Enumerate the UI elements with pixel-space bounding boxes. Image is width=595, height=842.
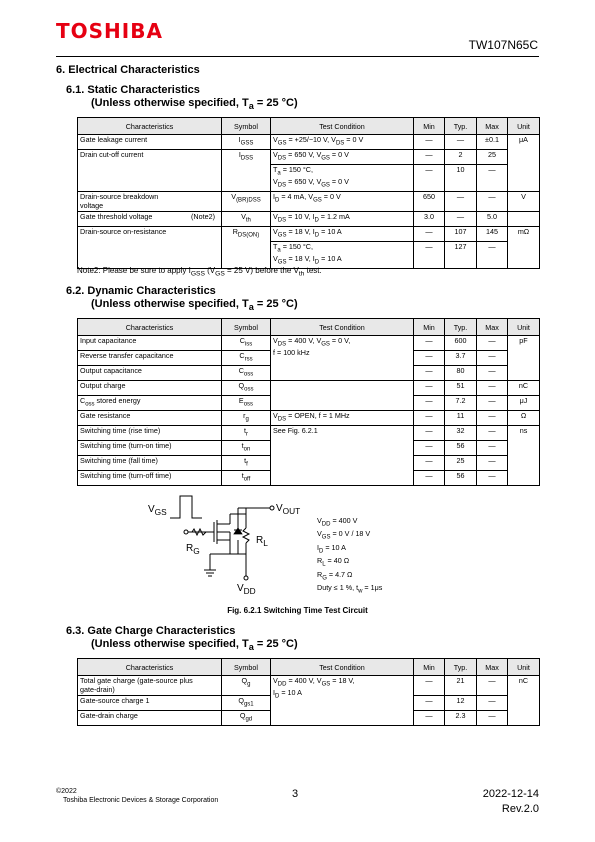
static-header-row [78, 118, 540, 135]
dynamic-header-row [78, 319, 540, 336]
pulse-waveform [170, 496, 202, 518]
dynamic-max: — [477, 441, 508, 456]
dynamic-max: — [477, 456, 508, 471]
dynamic-header-unit: Unit [508, 319, 540, 336]
static-typ: 10 [445, 165, 477, 192]
dynamic-subtitle: (Unless otherwise specified, $T_a = 25$ °C) [91, 298, 298, 313]
dynamic-min: — [414, 336, 445, 351]
dynamic-symbol: $C_{rss}$ [222, 351, 271, 366]
gate-min: — [414, 711, 445, 726]
static-subtitle: (Unless otherwise specified, $T_a = 25$ °C) [91, 97, 298, 112]
dynamic-characteristic: Gate resistance [78, 411, 222, 426]
gate-unit: nC [508, 676, 540, 726]
dynamic-test-condition: $V_{DS} = 400$ V, $V_{GS} = 0$ V, f = 100 kHz [271, 336, 414, 381]
vdd-label: $V_{DD}$ [237, 583, 256, 596]
dynamic-header-test-condition: Test Condition [271, 319, 414, 336]
dynamic-symbol: $Q_{oss}$ [222, 381, 271, 396]
static-characteristic: Drain-source on-resistance [78, 227, 222, 269]
dynamic-typ: 600 [445, 336, 477, 351]
footer-date: 2022-12-14 [482, 788, 539, 800]
dynamic-min: — [414, 411, 445, 426]
dynamic-typ: 11 [445, 411, 477, 426]
dynamic-header-min: Min [414, 319, 445, 336]
gate-characteristic: Total gate charge (gate-source plus gate-drain) [78, 676, 222, 696]
gate-typ: 21 [445, 676, 477, 696]
dynamic-header-max: Max [477, 319, 508, 336]
dynamic-characteristic: Switching time (rise time) [78, 426, 222, 441]
dynamic-typ: 32 [445, 426, 477, 441]
static-max: 5.0 [477, 212, 508, 227]
part-number: TW107N65C [468, 38, 538, 52]
dynamic-min: — [414, 426, 445, 441]
dynamic-min: — [414, 366, 445, 381]
rg-label: $R_G$ [186, 543, 200, 556]
dynamic-max: — [477, 381, 508, 396]
static-symbol: $V_{(BR)DSS}$ [222, 192, 271, 212]
dynamic-characteristic: $C_{oss}$ stored energy [78, 396, 222, 411]
dynamic-characteristic: Output charge [78, 381, 222, 396]
static-test-condition: $V_{GS} = 18$ V, $I_D = 10$ A [271, 227, 414, 242]
static-min: — [414, 242, 445, 269]
footer-revision: Rev.2.0 [501, 803, 539, 815]
static-test-condition: $T_a = 150$ °C, $V_{GS} = 18$ V, $I_D = 10$ A [271, 242, 414, 269]
gate-header-row [78, 659, 540, 676]
static-header-unit: Unit [508, 118, 540, 135]
static-characteristic: Drain cut-off current [78, 150, 222, 192]
rl-label: $R_L$ [256, 535, 268, 548]
dynamic-row [78, 381, 540, 396]
dynamic-row [78, 411, 540, 426]
static-test-condition: $V_{DS} = 650$ V, $V_{GS} = 0$ V [271, 150, 414, 165]
dynamic-symbol: $t_{off}$ [222, 471, 271, 486]
static-symbol: $I_{DSS}$ [222, 150, 271, 192]
static-symbol: $R_{DS(ON)}$ [222, 227, 271, 269]
gate-typ: 12 [445, 696, 477, 711]
dynamic-typ: 56 [445, 441, 477, 456]
gate-characteristic: Gate-drain charge [78, 711, 222, 726]
vgs-label: $V_{GS}$ [148, 504, 167, 517]
static-header-min: Min [414, 118, 445, 135]
page-number: 3 [292, 788, 299, 800]
dynamic-max: — [477, 366, 508, 381]
dynamic-symbol: $t_f$ [222, 456, 271, 471]
static-row [78, 135, 540, 150]
static-typ: 107 [445, 227, 477, 242]
gate-row [78, 676, 540, 696]
gate-symbol: $Q_g$ [222, 676, 271, 696]
dynamic-unit: pF [508, 336, 540, 381]
static-min: — [414, 227, 445, 242]
static-header-symbol: Symbol [222, 118, 271, 135]
dynamic-test-condition [271, 381, 414, 411]
static-row [78, 227, 540, 242]
gate-header-unit: Unit [508, 659, 540, 676]
static-unit: V [508, 192, 540, 212]
header-rule [56, 56, 539, 57]
static-row [78, 212, 540, 227]
dynamic-typ: 25 [445, 456, 477, 471]
static-characteristic: Gate threshold voltage (Note2) [78, 212, 222, 227]
static-symbol: $I_{GSS}$ [222, 135, 271, 150]
dynamic-characteristic: Reverse transfer capacitance [78, 351, 222, 366]
static-header-max: Max [477, 118, 508, 135]
dynamic-characteristic: Switching time (turn-on time) [78, 441, 222, 456]
dynamic-symbol: $r_g$ [222, 411, 271, 426]
dynamic-row [78, 336, 540, 351]
static-typ: — [445, 192, 477, 212]
gate-header-symbol: Symbol [222, 659, 271, 676]
static-max: 145 [477, 227, 508, 242]
circuit-condition: Duty ≤ 1 %, $t_w = 1\mu s$ [317, 583, 383, 595]
static-test-condition: $T_a = 150$ °C, $V_{DS} = 650$ V, $V_{GS} = 0$ V [271, 165, 414, 192]
gate-charge-table [77, 658, 540, 726]
dynamic-title: 6.2. Dynamic Characteristics [66, 285, 216, 297]
gate-symbol: $Q_{gs1}$ [222, 696, 271, 711]
dynamic-symbol: $C_{oss}$ [222, 366, 271, 381]
dynamic-symbol: $t_r$ [222, 426, 271, 441]
section-title-gate-charge [66, 625, 298, 654]
figure-caption: Fig. 6.2.1 Switching Time Test Circuit [227, 606, 368, 615]
static-max: 25 [477, 150, 508, 165]
dynamic-symbol: $t_{on}$ [222, 441, 271, 456]
circuit-condition: $R_L = 40$ Ω [317, 556, 350, 568]
dynamic-unit: nC [508, 381, 540, 396]
dynamic-min: — [414, 351, 445, 366]
static-min: — [414, 165, 445, 192]
gate-header-max: Max [477, 659, 508, 676]
dynamic-symbol: $C_{iss}$ [222, 336, 271, 351]
section-title-electrical: 6. Electrical Characteristics [56, 64, 200, 76]
gate-min: — [414, 696, 445, 711]
gate-test-condition: $V_{DD} = 400$ V, $V_{GS} = 18$ V, $I_D = 10$ A [271, 676, 414, 726]
static-max: — [477, 165, 508, 192]
dynamic-typ: 80 [445, 366, 477, 381]
gate-symbol: $Q_{gd}$ [222, 711, 271, 726]
dynamic-row [78, 426, 540, 441]
static-min: — [414, 135, 445, 150]
static-header-typ: Typ. [445, 118, 477, 135]
static-min: 650 [414, 192, 445, 212]
dynamic-characteristic: Switching time (fall time) [78, 456, 222, 471]
gate-header-min: Min [414, 659, 445, 676]
dynamic-unit: μJ [508, 396, 540, 411]
gate-charge-subtitle: (Unless otherwise specified, $T_a = 25$ °C) [91, 638, 298, 653]
static-characteristic: Gate leakage current [78, 135, 222, 150]
dynamic-symbol: $E_{oss}$ [222, 396, 271, 411]
dynamic-unit: ns [508, 426, 540, 486]
static-test-condition: $V_{DS} = 10$ V, $I_D = 1.2$ mA [271, 212, 414, 227]
gate-typ: 2.3 [445, 711, 477, 726]
static-min: — [414, 150, 445, 165]
circuit-condition: $I_D = 10$ A [317, 542, 346, 555]
dynamic-characteristic: Switching time (turn-off time) [78, 471, 222, 486]
static-test-condition: $V_{GS} = +25/-10$ V, $V_{DS} = 0$ V [271, 135, 414, 150]
toshiba-logo: TOSHIBA [56, 19, 163, 43]
dynamic-characteristic: Output capacitance [78, 366, 222, 381]
static-max: ±0.1 [477, 135, 508, 150]
static-typ: — [445, 135, 477, 150]
dynamic-typ: 3.7 [445, 351, 477, 366]
dynamic-max: — [477, 426, 508, 441]
dynamic-max: — [477, 471, 508, 486]
gate-header-characteristics: Characteristics [78, 659, 222, 676]
vout-label: $V_{OUT}$ [276, 503, 301, 516]
static-header-characteristics: Characteristics [78, 118, 222, 135]
body-diode [234, 528, 242, 534]
gate-max: — [477, 696, 508, 711]
static-unit: μA [508, 135, 540, 192]
circuit-condition: $R_G = 4.7$ Ω [317, 569, 353, 582]
note2: Note2: Please be sure to apply $I_{GSS}$ ($V_{GS} = 25$ V) before the $V_{th}$ test. [77, 266, 322, 278]
gate-max: — [477, 711, 508, 726]
dynamic-characteristic: Input capacitance [78, 336, 222, 351]
footer-copyright: ©2022 [56, 788, 77, 795]
section-title-dynamic [66, 285, 298, 314]
gate-header-test-condition: Test Condition [271, 659, 414, 676]
dynamic-test-condition: See Fig. 6.2.1 [271, 426, 414, 486]
dynamic-min: — [414, 441, 445, 456]
circuit-condition: $V_{GS} = 0$ V / 18 V [317, 529, 371, 541]
static-max: — [477, 242, 508, 269]
dynamic-min: — [414, 456, 445, 471]
static-min: 3.0 [414, 212, 445, 227]
static-symbol: $V_{th}$ [222, 212, 271, 227]
dynamic-max: — [477, 351, 508, 366]
dynamic-typ: 51 [445, 381, 477, 396]
dynamic-max: — [477, 336, 508, 351]
dynamic-min: — [414, 471, 445, 486]
static-row [78, 150, 540, 165]
dynamic-max: — [477, 411, 508, 426]
gate-header-typ: Typ. [445, 659, 477, 676]
static-max: — [477, 192, 508, 212]
dynamic-max: — [477, 396, 508, 411]
dynamic-min: — [414, 396, 445, 411]
gate-characteristic: Gate-source charge 1 [78, 696, 222, 711]
static-test-condition: $I_D = 4$ mA, $V_{GS} = 0$ V [271, 192, 414, 212]
static-typ: 2 [445, 150, 477, 165]
dynamic-unit: Ω [508, 411, 540, 426]
footer-corporation: Toshiba Electronic Devices & Storage Corporation [63, 797, 219, 804]
static-unit [508, 212, 540, 227]
dynamic-characteristics-table [77, 318, 540, 486]
dynamic-typ: 56 [445, 471, 477, 486]
static-unit: mΩ [508, 227, 540, 269]
static-typ: — [445, 212, 477, 227]
gate-charge-title: 6.3. Gate Charge Characteristics [66, 625, 236, 637]
static-characteristics-table [77, 117, 540, 269]
load-resistor [243, 528, 249, 543]
static-title: 6.1. Static Characteristics [66, 84, 200, 96]
circuit-condition: $V_{DD} = 400$ V [317, 516, 358, 528]
dynamic-test-condition: $V_{DS}$ = OPEN, f = 1 MHz [271, 411, 414, 426]
static-characteristic: Drain-source breakdown voltage [78, 192, 222, 212]
gate-max: — [477, 676, 508, 696]
static-header-test-condition: Test Condition [271, 118, 414, 135]
static-row [78, 192, 540, 212]
section-title-static [66, 84, 298, 113]
dynamic-header-typ: Typ. [445, 319, 477, 336]
gate-min: — [414, 676, 445, 696]
dynamic-typ: 7.2 [445, 396, 477, 411]
dynamic-min: — [414, 381, 445, 396]
static-typ: 127 [445, 242, 477, 269]
dynamic-header-characteristics: Characteristics [78, 319, 222, 336]
dynamic-header-symbol: Symbol [222, 319, 271, 336]
circuit-conditions [317, 516, 382, 597]
